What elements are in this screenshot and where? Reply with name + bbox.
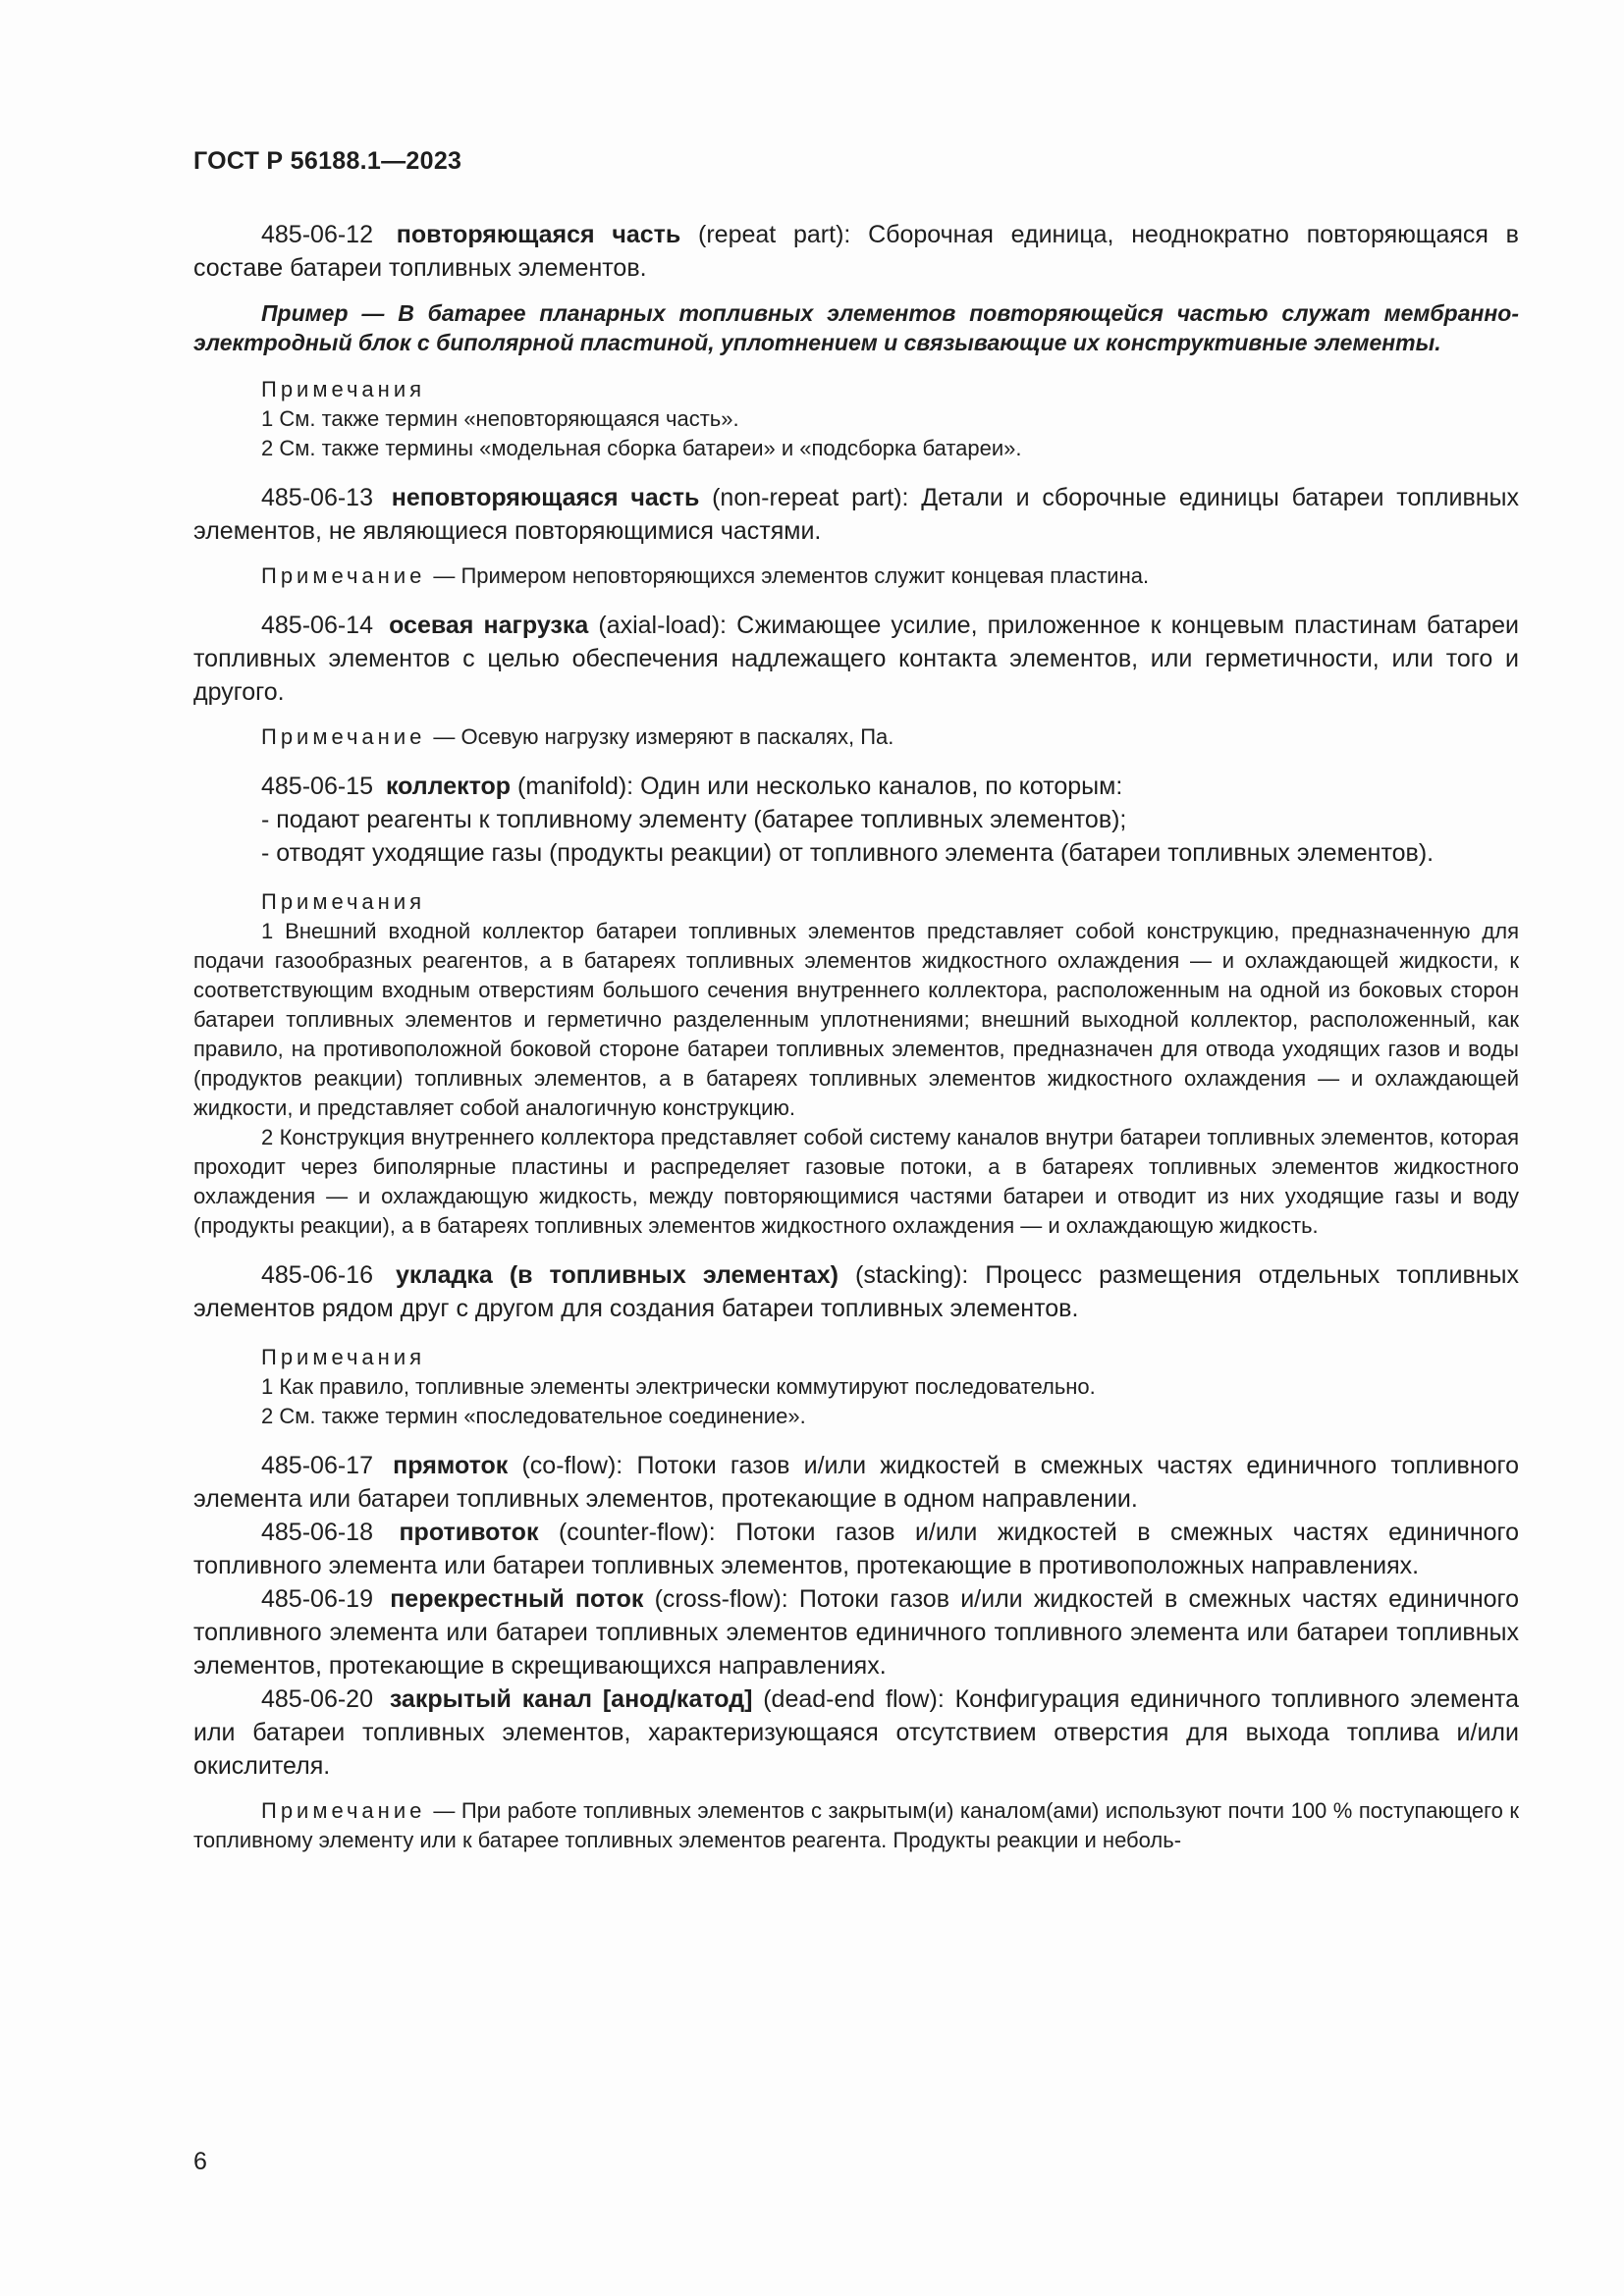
term-entry [193, 609, 1519, 709]
note-label: Примечание [261, 1798, 426, 1823]
term-definition: Детали и сборочные единицы батареи топливных элементов, не являющиеся повторяющимися частями. [193, 484, 1520, 545]
term-entry [193, 1449, 1519, 1516]
term-name: закрытый канал [анод/катод] [389, 1685, 753, 1713]
term-number: 485-06-12 [261, 221, 373, 248]
term-definition: Сжимающее усилие, приложенное к концевым пластинам батареи топливных элементов с целью обеспечения надлежащего контакта элементов, или герметичности, или того и другого. [193, 612, 1520, 706]
term-entry [193, 218, 1519, 285]
term-definition: Конфигурация единичного топливного элемента или батареи топливных элементов, характеризующаяся отсутствием отверстия для выхода топлива и/или окислителя. [193, 1685, 1520, 1780]
note-text: — Осевую нагрузку измеряют в паскалях, Па. [433, 724, 894, 749]
note-label: Примечание [261, 563, 426, 588]
note-item: 2 См. также термины «модельная сборка батареи» и «подсборка батареи». [261, 436, 1022, 460]
document-header: ГОСТ Р 56188.1—2023 [193, 147, 462, 175]
bullet-item: - подают реагенты к топливному элементу (батарее топливных элементов); [261, 806, 1127, 833]
term-number: 485-06-16 [261, 1261, 373, 1289]
term-entry [193, 770, 1519, 803]
bullet-item: - отводят уходящие газы (продукты реакции) от топливного элемента (батареи топливных элементов). [261, 839, 1435, 867]
term-number: 485-06-17 [261, 1452, 373, 1479]
term-definition: Потоки газов и/или жидкостей в смежных частях единичного топливного элемента или батареи топливных элементов, протекающие в одном направлении. [193, 1452, 1519, 1513]
note-item: 1 См. также термин «неповторяющаяся часть». [261, 406, 739, 431]
term-english: (repeat part): [698, 221, 851, 248]
term-name: коллектор [385, 773, 512, 800]
note-item: 1 Внешний входной коллектор батареи топливных элементов представляет собой конструкцию, предназначенную для подачи газообразных реагентов, а в батареях топливных элементов жидкостного охлаждения — и охлаждающей жидкости, к соответствующим входным отверстиям большого сечения внутреннего коллектора, расположенным на одной из боковых сторон батареи топливных элементов и герметично разделенным уплотнениями; внешний выходной коллектор, расположенный, как правило, на противоположной боковой стороне батареи топливных элементов, предназначен для отвода уходящих газов и воды (продуктов реакции) топливных элементов, а в батареях топливных элементов жидкостного охлаждения — и охлаждающей жидкости, и представляет собой аналогичную конструкцию. [193, 919, 1519, 1120]
term-english: (dead-end flow): [763, 1685, 945, 1713]
term-english: (manifold): [517, 773, 634, 800]
note-single [193, 722, 1519, 752]
term-definition: Потоки газов и/или жидкостей в смежных частях единичного топливного элемента или батареи топливных элементов, протекающие в противоположных направлениях. [193, 1519, 1519, 1579]
term-example: Пример — В батарее планарных топливных элементов повторяющейся частью служат мембранно-электродный блок с биполярной пластиной, уплотнением и связывающие их конструктивные элементы. [193, 300, 1519, 355]
term-name: противоток [399, 1519, 539, 1546]
term-english: (axial-load): [598, 612, 727, 639]
note-item: 2 См. также термин «последовательное соединение». [261, 1404, 806, 1428]
term-number: 485-06-13 [261, 484, 373, 511]
term-name: осевая нагрузка [389, 612, 589, 639]
page-content [193, 218, 1519, 1855]
term-definition: Потоки газов и/или жидкостей в смежных частях единичного топливного элемента или батареи топливных элементов единичного топливного элемента или батареи топливных элементов, протекающие в скрещивающихся направлениях. [193, 1585, 1519, 1680]
term-number: 485-06-20 [261, 1685, 373, 1713]
term-number: 485-06-19 [261, 1585, 373, 1613]
term-english: (counter-flow): [558, 1519, 716, 1546]
term-number: 485-06-15 [261, 773, 373, 800]
notes-heading: Примечания [261, 377, 426, 401]
term-name: укладка (в топливных элементах) [396, 1261, 839, 1289]
term-definition: Сборочная единица, неоднократно повторяющаяся в составе батареи топливных элементов. [193, 221, 1519, 282]
term-english: (co-flow): [521, 1452, 623, 1479]
term-entry [193, 1258, 1519, 1325]
note-text: — Примером неповторяющихся элементов служит концевая пластина. [433, 563, 1150, 588]
note-text: — При работе топливных элементов с закрытым(и) каналом(ами) используют почти 100 % поступающего к топливному элементу или к батарее топливных элементов реагента. Продукты реакции и неболь- [193, 1798, 1519, 1852]
term-entry [193, 1682, 1519, 1783]
term-english: (stacking): [855, 1261, 969, 1289]
term-entry [193, 1582, 1519, 1682]
term-number: 485-06-14 [261, 612, 373, 639]
notes-heading: Примечания [261, 889, 426, 914]
term-english: (non-repeat part): [712, 484, 909, 511]
term-number: 485-06-18 [261, 1519, 373, 1546]
page-number: 6 [193, 2148, 207, 2175]
term-entry [193, 481, 1519, 548]
term-definition: Процесс размещения отдельных топливных элементов рядом друг с другом для создания батареи топливных элементов. [193, 1261, 1519, 1322]
term-name: перекрестный поток [390, 1585, 644, 1613]
term-name: неповторяющаяся часть [391, 484, 700, 511]
term-name: прямоток [393, 1452, 509, 1479]
note-item: 2 Конструкция внутреннего коллектора представляет собой систему каналов внутри батареи топливных элементов, которая проходит через биполярные пластины и распределяет газовые потоки, а в батареях топливных элементов жидкостного охлаждения — и охлаждающую жидкость, между повторяющимися частями батареи и отводит из них уходящие газы и воду (продукты реакции), а в батареях топливных элементов жидкостного охлаждения — и охлаждающую жидкость. [193, 1125, 1519, 1238]
note-single [193, 561, 1519, 591]
term-name: повторяющаяся часть [396, 221, 681, 248]
term-english: (cross-flow): [654, 1585, 788, 1613]
note-label: Примечание [261, 724, 426, 749]
term-definition: Один или несколько каналов, по которым: [640, 773, 1123, 800]
term-entry [193, 1516, 1519, 1582]
note-single [193, 1796, 1519, 1855]
notes-heading: Примечания [261, 1345, 426, 1369]
note-item: 1 Как правило, топливные элементы электрически коммутируют последовательно. [261, 1374, 1096, 1399]
